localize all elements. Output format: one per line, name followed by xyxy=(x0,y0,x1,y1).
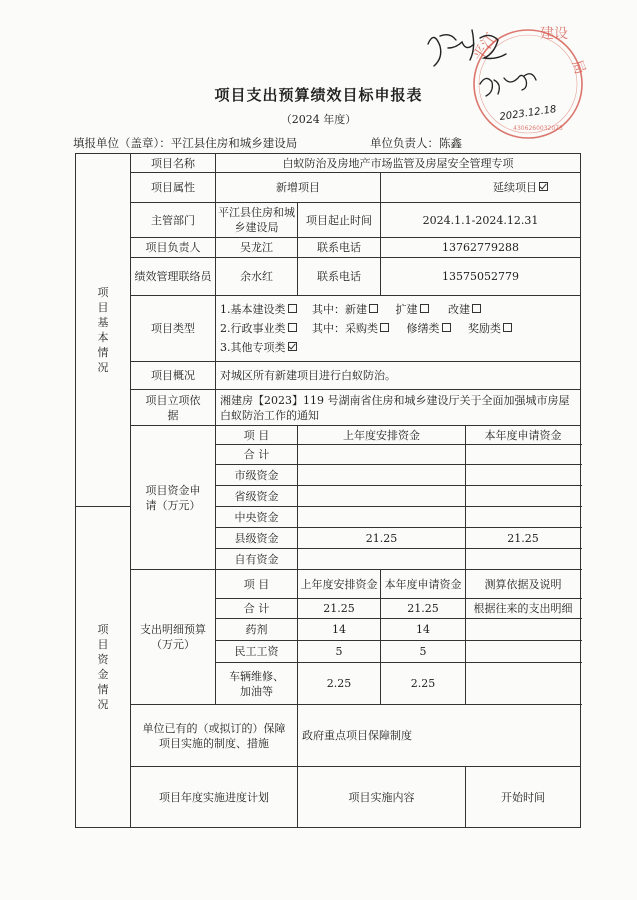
type1-expand-checkbox[interactable] xyxy=(420,304,429,313)
detail-header-this: 本年度申请资金 xyxy=(381,570,466,599)
detail-row-last: 21.25 xyxy=(298,599,381,619)
form-year: （2024 年度） xyxy=(280,113,357,126)
apply-header-this: 本年度申请资金 xyxy=(466,426,581,445)
type2-reward-checkbox[interactable] xyxy=(503,323,512,332)
period-label: 项目起止时间 xyxy=(298,203,381,238)
detail-row-last: 14 xyxy=(298,619,381,641)
apply-row-this xyxy=(466,486,581,507)
basis-label: 项目立项依据 xyxy=(131,390,216,426)
apply-row-item: 自有资金 xyxy=(216,549,298,570)
detail-row-item: 车辆维修、加油等 xyxy=(216,663,298,705)
guarantee-value: 政府重点项目保障制度 xyxy=(298,705,581,767)
application-table xyxy=(75,153,581,828)
apply-row-item: 县级资金 xyxy=(216,528,298,549)
type3-checkbox[interactable] xyxy=(288,342,297,351)
detail-row-this: 21.25 xyxy=(381,599,466,619)
detail-row-note xyxy=(466,663,581,705)
detail-row-this: 14 xyxy=(381,619,466,641)
attr-continue-option: 延续项目 xyxy=(381,173,581,203)
perf-contact-label: 绩效管理联络员 xyxy=(131,258,216,296)
apply-row-this xyxy=(466,445,581,465)
perf-phone-label: 联系电话 xyxy=(298,258,381,296)
apply-row-item: 中央资金 xyxy=(216,507,298,528)
apply-row-last xyxy=(298,486,466,507)
perf-phone: 13575052779 xyxy=(381,258,581,296)
detail-row-note xyxy=(466,641,581,663)
detail-row-item: 合 计 xyxy=(216,599,298,619)
detail-row-item: 民工工资 xyxy=(216,641,298,663)
type1-checkbox[interactable] xyxy=(288,304,297,313)
schedule-header-start: 开始时间 xyxy=(466,767,581,828)
detail-header-last: 上年度安排资金 xyxy=(298,570,381,599)
apply-row-this xyxy=(466,465,581,486)
type2-checkbox[interactable] xyxy=(288,323,297,332)
detail-header-item: 项 目 xyxy=(216,570,298,599)
handwritten-date: 2023.12.18 xyxy=(498,104,558,123)
overview-label: 项目概况 xyxy=(131,362,216,390)
apply-header-last: 上年度安排资金 xyxy=(298,426,466,445)
project-name-value: 白蚁防治及房地产市场监管及房屋安全管理专项 xyxy=(216,154,581,173)
leader-phone-label: 联系电话 xyxy=(298,238,381,258)
svg-text:平江: 平江 xyxy=(468,29,501,65)
project-type-options: 1.基本建设类 其中：新建 扩建 改建 2.行政事业类 其中：采购类 修缮类 奖励类 3.其他专项类 xyxy=(216,296,581,362)
period-value: 2024.1.1-2024.12.31 xyxy=(381,203,581,238)
form-title: 项目支出预算绩效目标申报表 xyxy=(214,86,423,104)
guarantee-label: 单位已有的（或拟订的）保障项目实施的制度、措施 xyxy=(131,705,298,767)
svg-text:局: 局 xyxy=(568,57,589,77)
overview-value: 对城区所有新建项目进行白蚁防治。 xyxy=(216,362,581,390)
section-basic-info: 项目基本情况 xyxy=(76,154,131,507)
detail-row-item: 药剂 xyxy=(216,619,298,641)
attr-new-option: 新增项目 xyxy=(216,173,381,203)
detail-row-this: 5 xyxy=(381,641,466,663)
type1-new-checkbox[interactable] xyxy=(369,304,378,313)
detail-row-this: 2.25 xyxy=(381,663,466,705)
apply-row-last: 21.25 xyxy=(298,528,466,549)
type2-repair-checkbox[interactable] xyxy=(442,323,451,332)
leader-phone: 13762779288 xyxy=(381,238,581,258)
apply-row-item: 省级资金 xyxy=(216,486,298,507)
apply-row-item: 合 计 xyxy=(216,445,298,465)
project-type-label: 项目类型 xyxy=(131,296,216,362)
apply-row-this xyxy=(466,507,581,528)
leader-value: 吴龙江 xyxy=(216,238,298,258)
perf-contact-value: 余水红 xyxy=(216,258,298,296)
detail-row-note: 根据往来的支出明细 xyxy=(466,599,581,619)
attr-continue-checkbox[interactable] xyxy=(539,182,548,191)
reporting-unit: 填报单位（盖章）：平江县住房和城乡建设局 xyxy=(73,136,298,150)
apply-row-last xyxy=(298,445,466,465)
leader-label: 项目负责人 xyxy=(131,238,216,258)
project-name-label: 项目名称 xyxy=(131,154,216,173)
detail-row-last: 2.25 xyxy=(298,663,381,705)
apply-row-item: 市级资金 xyxy=(216,465,298,486)
project-attr-label: 项目属性 xyxy=(131,173,216,203)
detail-row-note xyxy=(466,619,581,641)
schedule-label: 项目年度实施进度计划 xyxy=(131,767,298,828)
basis-value: 湘建房【2023】119 号湖南省住房和城乡建设厅关于全面加强城市房屋白蚁防治工作的通知 xyxy=(216,390,581,426)
apply-row-last xyxy=(298,507,466,528)
detail-row-last: 5 xyxy=(298,641,381,663)
fund-detail-label: 支出明细预算（万元） xyxy=(131,570,216,705)
apply-row-this xyxy=(466,549,581,570)
dept-label: 主管部门 xyxy=(131,203,216,238)
apply-row-this: 21.25 xyxy=(466,528,581,549)
dept-value: 平江县住房和城乡建设局 xyxy=(216,203,298,238)
section-funds: 项目资金情况 xyxy=(76,507,131,828)
unit-owner: 单位负责人：陈鑫 xyxy=(370,136,462,150)
apply-row-last xyxy=(298,549,466,570)
detail-header-note: 测算依据及说明 xyxy=(466,570,581,599)
svg-text:建设: 建设 xyxy=(540,26,568,42)
apply-row-last xyxy=(298,465,466,486)
stamp-number: 4306260032073 xyxy=(513,125,563,132)
type1-rebuild-checkbox[interactable] xyxy=(472,304,481,313)
schedule-header-content: 项目实施内容 xyxy=(298,767,466,828)
fund-apply-label: 项目资金申请（万元） xyxy=(131,426,216,570)
apply-header-item: 项 目 xyxy=(216,426,298,445)
type2-purchase-checkbox[interactable] xyxy=(380,323,389,332)
